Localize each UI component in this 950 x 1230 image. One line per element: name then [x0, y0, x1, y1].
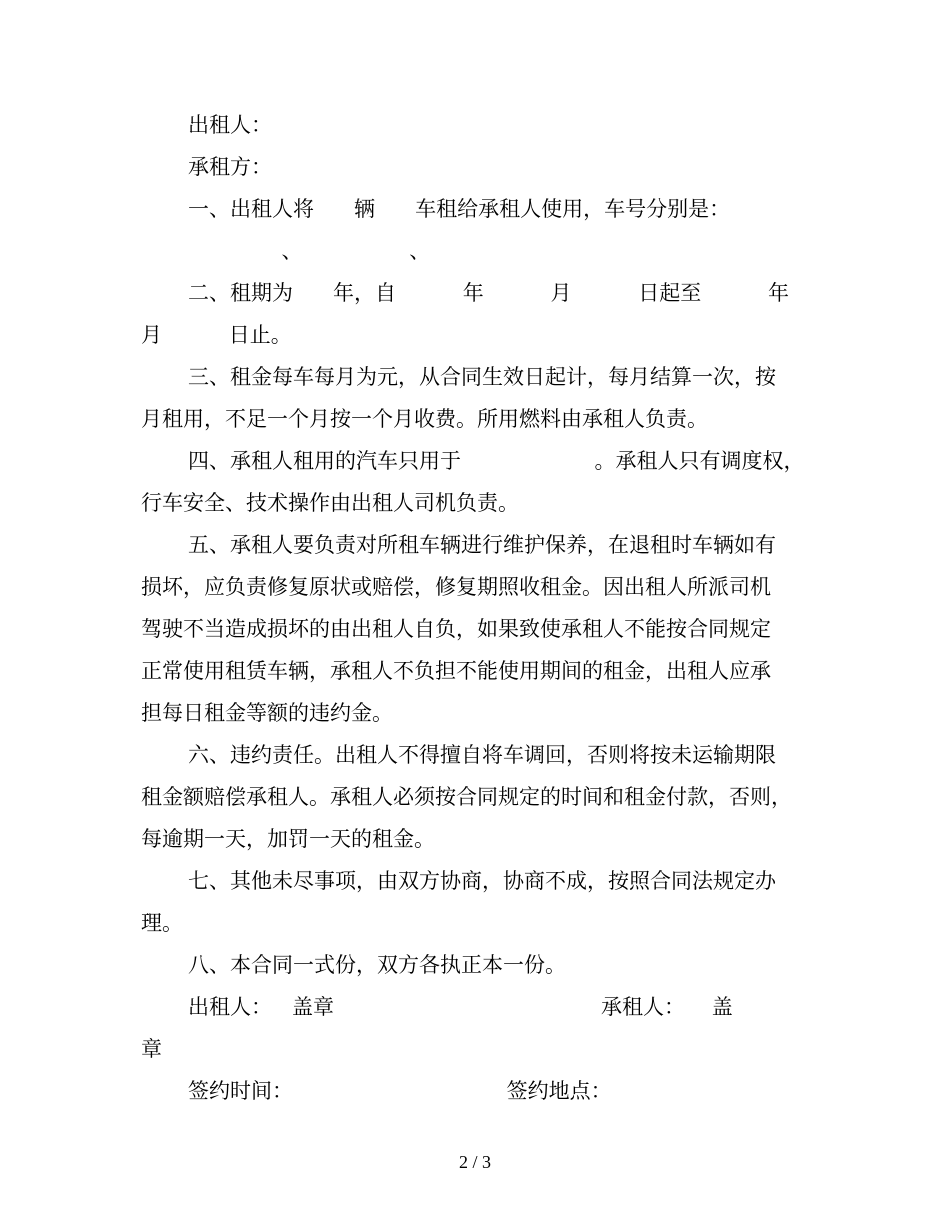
clause-1-line-1: 一、出租人将 辆 车租给承租人使用，车号分别是：: [188, 197, 731, 221]
clause-3-line-1: 三、租金每车每月为元，从合同生效日起计，每月结算一次，按: [188, 365, 776, 389]
clause-4-line-1: 四、承租人租用的汽车只用于 。承租人只有调度权，: [188, 449, 805, 473]
signature-line-cont: 章: [141, 1037, 162, 1061]
lessee-line: 承租方：: [188, 155, 272, 179]
clause-3-line-2: 月租用，不足一个月按一个月收费。所用燃料由承租人负责。: [141, 407, 708, 431]
clause-1-line-2: 、 、: [188, 239, 431, 263]
clause-5-line-1: 五、承租人要负责对所租车辆进行维护保养，在退租时车辆如有: [188, 533, 776, 557]
clause-5-line-3: 驾驶不当造成损坏的由出租人自负，如果致使承租人不能按合同规定: [141, 617, 771, 641]
clause-7-line-1: 七、其他未尽事项，由双方协商，协商不成，按照合同法规定办: [188, 869, 776, 893]
page-number: 2 / 3: [458, 1152, 491, 1172]
clause-8-line: 八、本合同一式份，双方各执正本一份。: [188, 953, 566, 977]
clause-6-line-1: 六、违约责任。出租人不得擅自将车调回，否则将按未运输期限: [188, 743, 776, 767]
signature-line: 出租人： 盖章 承租人： 盖: [188, 995, 733, 1019]
date-place-line: 签约时间： 签约地点：: [188, 1079, 612, 1103]
clause-2-line-1: 二、租期为 年，自 年 月 日起至 年: [188, 281, 790, 305]
clause-5-line-5: 担每日租金等额的违约金。: [141, 701, 393, 725]
clause-2-line-2: 月 日止。: [141, 323, 292, 347]
clause-6-line-3: 每逾期一天，加罚一天的租金。: [141, 827, 435, 851]
clause-4-line-2: 行车安全、技术操作由出租人司机负责。: [141, 491, 519, 515]
lessor-line: 出租人：: [188, 113, 272, 137]
clause-5-line-2: 损坏，应负责修复原状或赔偿，修复期照收租金。因出租人所派司机: [141, 575, 771, 599]
clause-6-line-2: 租金额赔偿承租人。承租人必须按合同规定的时间和租金付款，否则，: [141, 785, 792, 809]
clause-7-line-2: 理。: [141, 911, 183, 935]
clause-5-line-4: 正常使用租赁车辆，承租人不负担不能使用期间的租金，出租人应承: [141, 659, 771, 683]
